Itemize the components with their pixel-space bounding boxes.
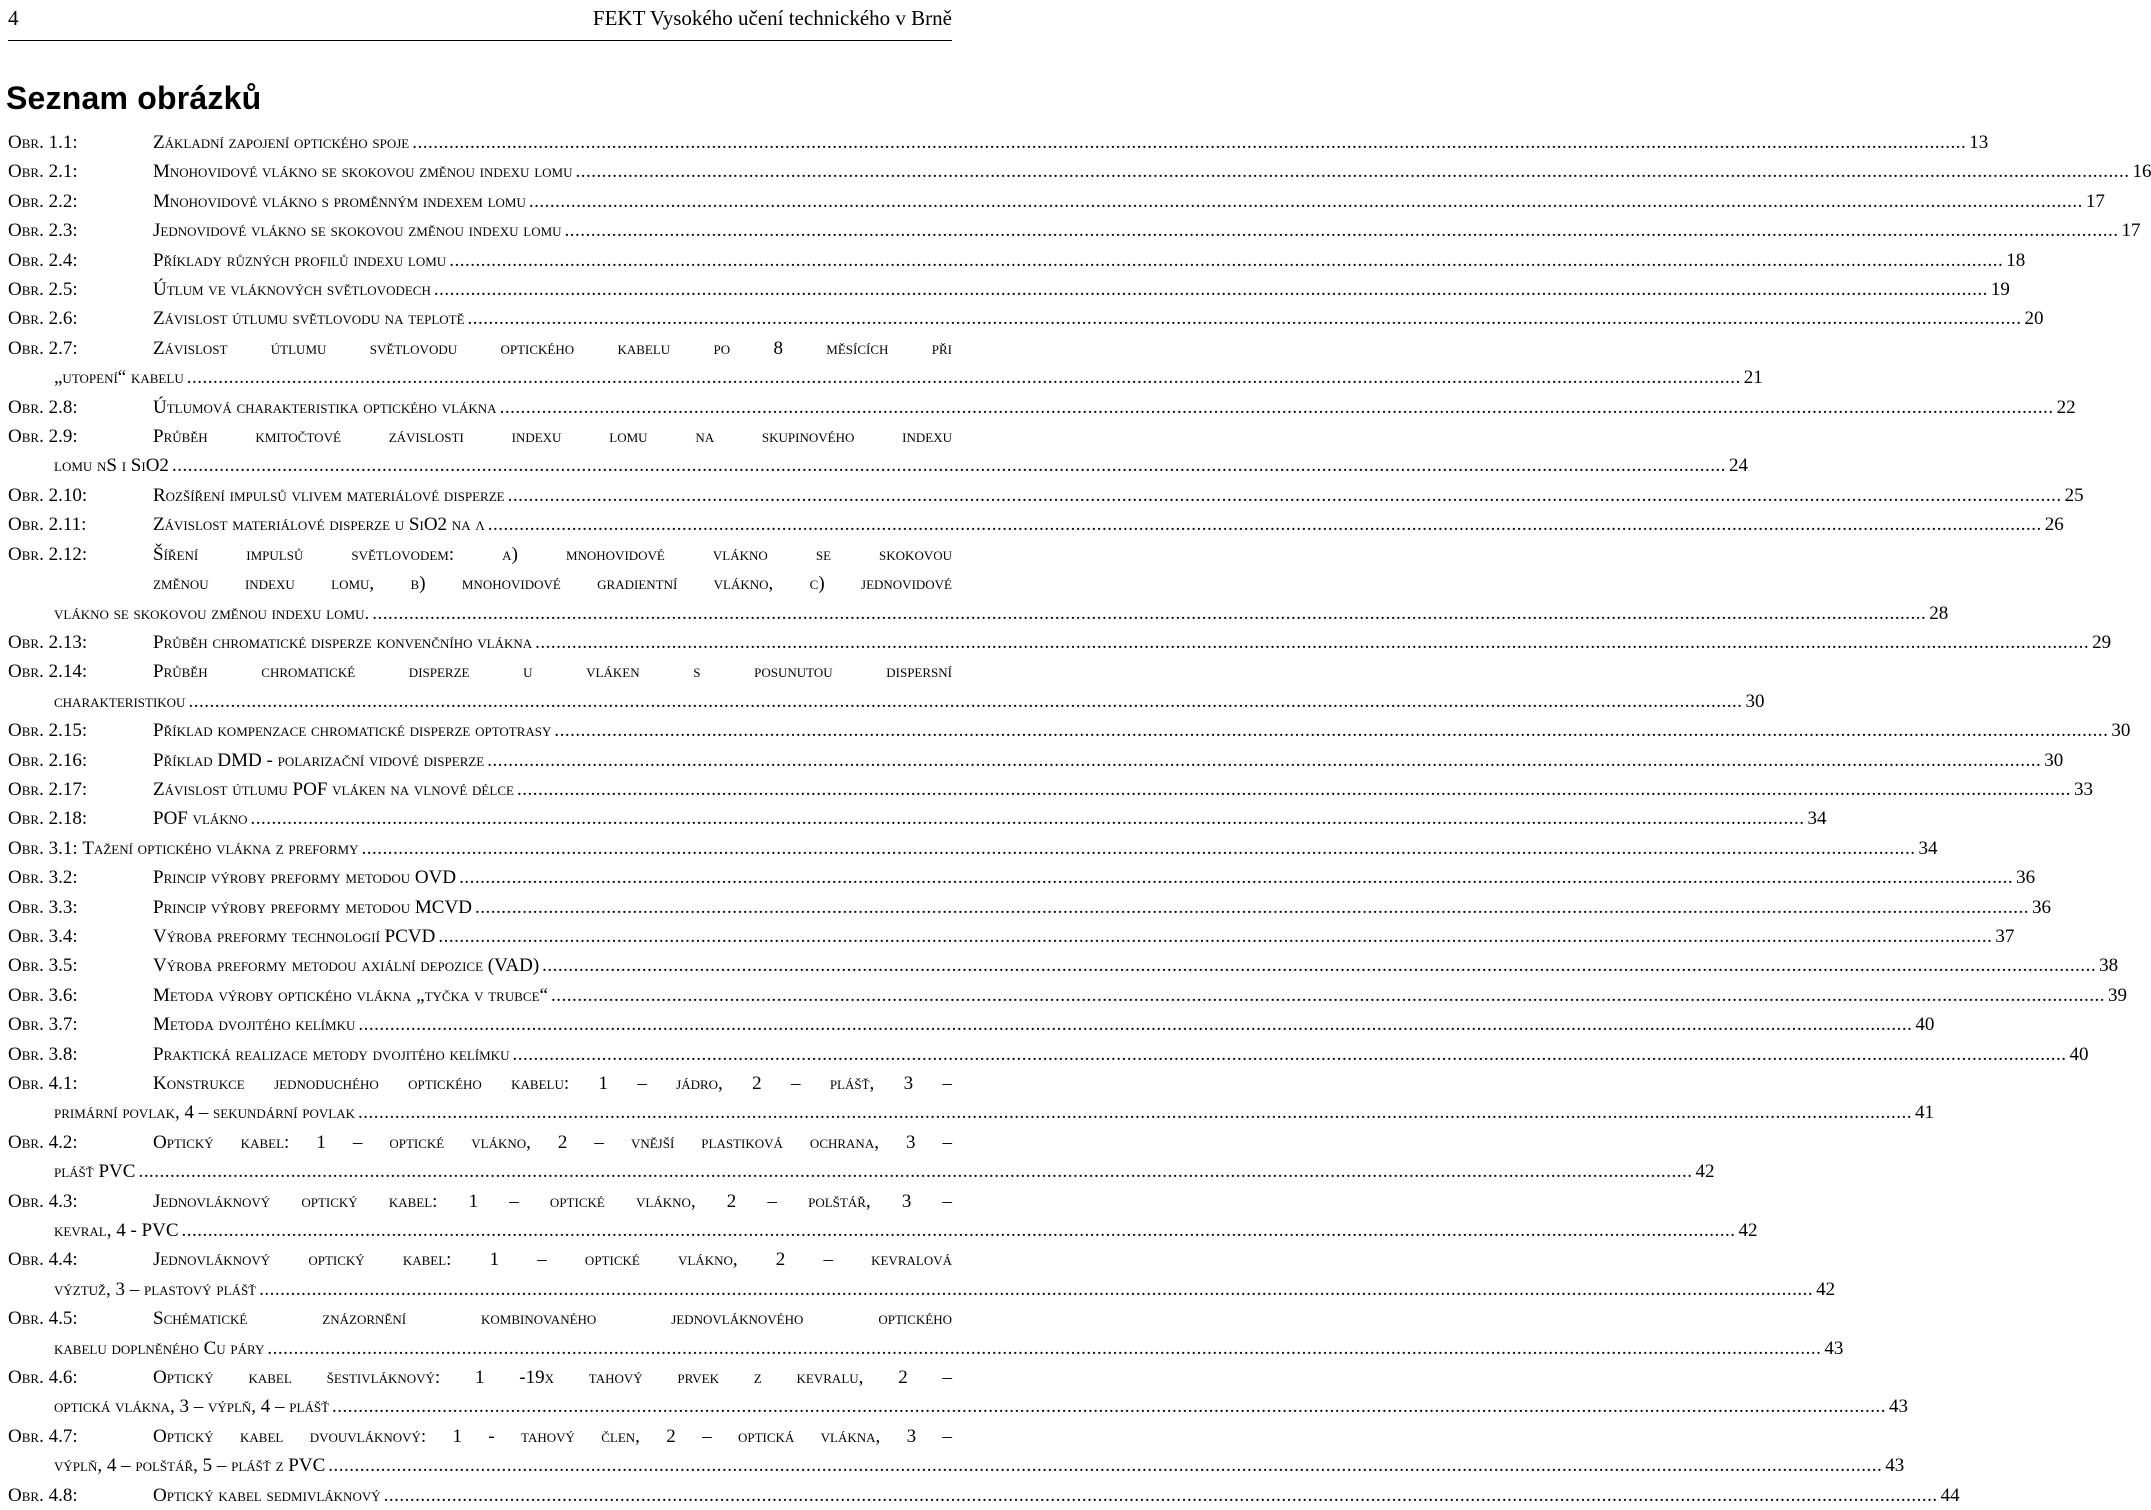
figure-number: Obr. 3.7: [8, 1014, 78, 1036]
figure-title-line: Optický kabel šestivláknový: 1 -19x tahový prvek z kevralu, 2 – [153, 1367, 952, 1389]
figure-title: optická vlákna, 3 – výplň, 4 – plášť [54, 1396, 330, 1418]
page-reference: 41 [1915, 1102, 1935, 1124]
figure-title-line [8, 1392, 1909, 1421]
figure-entry[interactable] [8, 628, 2112, 657]
dot-leader [532, 628, 2092, 657]
page-reference: 26 [2044, 514, 2064, 536]
figure-entry[interactable] [8, 657, 1765, 716]
page-reference: 24 [1728, 455, 1748, 477]
dot-leader [264, 1334, 1824, 1363]
page-reference: 17 [2121, 220, 2141, 242]
page-reference: 29 [2092, 631, 2112, 653]
page-reference: 36 [2031, 896, 2051, 918]
figure-title: Závislost útlumu světlovodu na teplotě [153, 308, 465, 330]
figure-number: Obr. 2.17: [8, 778, 88, 800]
page-reference: 42 [1738, 1220, 1758, 1242]
figure-entry[interactable] [8, 422, 1748, 481]
dot-leader [184, 363, 1744, 392]
figure-number: Obr. 3.6: [8, 984, 78, 1006]
figure-title: Útlumová charakteristika optického vlákna [153, 396, 497, 418]
page-reference: 40 [1915, 1014, 1935, 1036]
dot-leader [465, 304, 2025, 333]
figure-entry[interactable] [8, 1304, 1844, 1363]
dot-leader [562, 216, 2122, 245]
figure-number: Obr. 1.1: [8, 132, 78, 153]
figure-title-line [8, 1098, 1935, 1127]
figure-title: Výroba preformy metodou axiální depozice (VAD) [153, 955, 540, 977]
figure-title: Metoda dvojitého kelímku [153, 1014, 356, 1036]
page-reference: 43 [1885, 1455, 1905, 1477]
figure-entry[interactable] [8, 481, 2084, 510]
section-title: Seznam obrázků [6, 80, 262, 116]
figure-number: Obr. 4.3: [8, 1190, 78, 1212]
figure-title: Praktická realizace metody dvojitého kelímku [153, 1043, 510, 1065]
figure-entry[interactable] [8, 187, 2105, 216]
figure-title: Mnohovidové vlákno s proměnným indexem lomu [153, 190, 526, 212]
page-reference: 30 [2044, 749, 2064, 771]
figure-number: Obr. 3.3: [8, 896, 78, 918]
dot-leader [359, 834, 1919, 863]
figure-entry[interactable] [8, 510, 2064, 539]
page-reference: 40 [2069, 1043, 2089, 1065]
figure-title: Princip výroby preformy metodou MCVD [153, 896, 472, 918]
dot-leader [551, 716, 2111, 745]
figure-title: charakteristikou [54, 690, 186, 712]
dot-leader [169, 451, 1729, 480]
figure-title: Tažení optického vlákna z preformy [82, 837, 359, 859]
page-reference: 44 [1940, 1484, 1960, 1506]
figure-title-line [8, 687, 1765, 716]
figure-number: Obr. 3.1: [8, 837, 83, 859]
figure-title-line [8, 363, 1763, 392]
figure-number: Obr. 2.2: [8, 190, 78, 212]
figure-title-line [8, 1334, 1844, 1363]
figure-title: Příklad DMD - polarizační vidové disperze [153, 749, 485, 771]
figure-number: Obr. 3.8: [8, 1043, 78, 1065]
figure-title-line: Schématické znázornění kombinovaného jednovláknového optického [153, 1308, 952, 1330]
figure-number: Obr. 2.15: [8, 720, 88, 742]
figure-list [8, 128, 2151, 1510]
figure-number: Obr. 4.1: [8, 1073, 78, 1094]
dot-leader [509, 1040, 2069, 1069]
figure-entry[interactable] [8, 246, 2026, 275]
figure-title-line: Konstrukce jednoduchého optického kabelu: 1 – jádro, 2 – plášť, 3 – [153, 1073, 952, 1094]
figure-entry[interactable] [8, 834, 1938, 863]
figure-title: kabelu doplněného Cu páry [54, 1337, 265, 1359]
figure-title-line: změnou indexu lomu, b) mnohovidové gradientní vlákno, c) jednovidové [153, 573, 952, 595]
figure-title-line [8, 834, 1938, 863]
figure-title: Výroba preformy technologií PCVD [153, 925, 436, 947]
figure-title-line: Průběh kmitočtové závislosti indexu lomu na skupinového indexu [153, 426, 952, 448]
figure-title: Princip výroby preformy metodou OVD [153, 867, 457, 889]
dot-leader [497, 393, 2057, 422]
figure-number: Obr. 2.4: [8, 249, 78, 271]
figure-title: kevral, 4 - PVC [54, 1220, 179, 1242]
dot-leader [329, 1392, 1889, 1421]
figure-title-line [8, 599, 1949, 628]
dot-leader [409, 128, 1969, 157]
dot-leader [355, 1098, 1915, 1127]
figure-number: Obr. 3.5: [8, 955, 78, 977]
figure-entry[interactable] [8, 716, 2131, 745]
figure-entry[interactable] [8, 746, 2064, 775]
dot-leader [256, 1275, 1816, 1304]
page-header [8, 2, 952, 34]
figure-entry[interactable] [8, 1187, 1758, 1246]
figure-entry[interactable] [8, 1010, 1935, 1039]
figure-title-line: Optický kabel dvouvláknový: 1 - tahový člen, 2 – optická vlákna, 3 – [153, 1425, 952, 1447]
dot-leader [135, 1157, 1695, 1186]
figure-entry[interactable] [8, 775, 2093, 804]
figure-title: „utopení“ kabelu [54, 367, 184, 389]
figure-number: Obr. 2.11: [8, 514, 87, 536]
dot-leader [381, 1481, 1941, 1510]
page-reference: 33 [2073, 778, 2093, 800]
dot-leader [485, 510, 2045, 539]
figure-title: Závislost útlumu POF vláken na vlnové délce [153, 778, 514, 800]
page-reference: 22 [2056, 396, 2076, 418]
figure-number: Obr. 4.8: [8, 1484, 78, 1506]
figure-number: Obr. 3.2: [8, 867, 78, 889]
dot-leader [548, 981, 2108, 1010]
figure-number: Obr. 2.7: [8, 337, 78, 359]
figure-title-line: Jednovláknový optický kabel: 1 – optické vlákno, 2 – kevralová [153, 1249, 952, 1271]
figure-entry[interactable] [8, 893, 2051, 922]
figure-title: výztuž, 3 – plastový plášť [54, 1278, 257, 1300]
figure-entry[interactable] [8, 951, 2119, 980]
page-reference: 13 [1969, 132, 1989, 153]
page-reference: 30 [1745, 690, 1765, 712]
figure-number: Obr. 4.7: [8, 1425, 78, 1447]
figure-title: Základní zapojení optického spoje [153, 132, 410, 153]
figure-number: Obr. 4.2: [8, 1131, 78, 1153]
dot-leader [505, 481, 2065, 510]
figure-entry[interactable] [8, 128, 1989, 157]
figure-title-line: Jednovláknový optický kabel: 1 – optické vlákno, 2 – polštář, 3 – [153, 1190, 952, 1212]
figure-title-line: Závislost útlumu světlovodu optického kabelu po 8 měsících při [153, 337, 952, 359]
page-reference: 42 [1816, 1278, 1836, 1300]
figure-number: Obr. 2.12: [8, 543, 88, 565]
figure-number: Obr. 4.5: [8, 1308, 78, 1330]
page-number: 4 [8, 5, 19, 30]
dot-leader [355, 1010, 1915, 1039]
page-reference: 34 [1918, 837, 1938, 859]
figure-number: Obr. 2.8: [8, 396, 78, 418]
page-reference: 36 [2016, 867, 2036, 889]
figure-title: POF vlákno [153, 808, 248, 830]
figure-number: Obr. 2.3: [8, 220, 78, 242]
figure-entry[interactable] [8, 540, 1949, 628]
figure-number: Obr. 2.9: [8, 426, 78, 448]
figure-title-line: Optický kabel: 1 – optické vlákno, 2 – vnější plastiková ochrana, 3 – [153, 1131, 952, 1153]
figure-entry[interactable] [8, 1422, 1905, 1481]
figure-title: vlákno se skokovou změnou indexu lomu. [54, 602, 370, 624]
figure-entry[interactable] [8, 1363, 1909, 1422]
dot-leader [369, 599, 1929, 628]
figure-entry[interactable] [8, 804, 1827, 833]
figure-number: Obr. 2.1: [8, 161, 78, 183]
dot-leader [431, 275, 1991, 304]
figure-number: Obr. 2.13: [8, 631, 88, 653]
dot-leader [446, 246, 2006, 275]
page-reference: 39 [2107, 984, 2127, 1006]
dot-leader [456, 863, 2016, 892]
figure-entry[interactable] [8, 981, 2127, 1010]
page-reference: 30 [2111, 720, 2131, 742]
dot-leader [484, 746, 2044, 775]
figure-entry[interactable] [8, 1481, 1960, 1510]
figure-title: Rozšíření impulsů vlivem materiálové disperze [153, 484, 505, 506]
page-reference: 18 [2006, 249, 2026, 271]
figure-entry[interactable] [8, 1245, 1836, 1304]
page-reference: 43 [1824, 1337, 1844, 1359]
dot-leader [514, 775, 2074, 804]
figure-title-line [8, 1451, 1905, 1480]
dot-leader [472, 893, 2032, 922]
figure-number: Obr. 2.18: [8, 808, 88, 830]
figure-entry[interactable] [8, 304, 2044, 333]
figure-title-line [8, 1216, 1758, 1245]
figure-entry[interactable] [8, 216, 2141, 245]
figure-title: Závislost materiálové disperze u SiO2 na λ [153, 514, 485, 536]
page-reference: 21 [1743, 367, 1763, 389]
figure-title: Mnohovidové vlákno se skokovou změnou indexu lomu [153, 161, 573, 183]
dot-leader [435, 922, 1995, 951]
page-reference: 38 [2099, 955, 2119, 977]
figure-title: Optický kabel sedmivláknový [153, 1484, 381, 1506]
page-reference: 34 [1807, 808, 1827, 830]
figure-title: Příklady různých profilů indexu lomu [153, 249, 447, 271]
dot-leader [526, 187, 2086, 216]
figure-entry[interactable] [8, 275, 2010, 304]
figure-title: Jednovidové vlákno se skokovou změnou indexu lomu [153, 220, 562, 242]
page-reference: 42 [1695, 1161, 1715, 1183]
dot-leader [248, 804, 1808, 833]
figure-number: Obr. 2.16: [8, 749, 88, 771]
figure-title: výplň, 4 – polštář, 5 – plášť z PVC [54, 1455, 326, 1477]
figure-title: Průběh chromatické disperze konvenčního vlákna [153, 631, 533, 653]
figure-title: Metoda výroby optického vlákna „tyčka v trubce“ [153, 984, 548, 1006]
page-reference: 25 [2064, 484, 2084, 506]
figure-number: Obr. 4.6: [8, 1367, 78, 1389]
figure-number: Obr. 3.4: [8, 925, 78, 947]
figure-number: Obr. 2.5: [8, 279, 78, 301]
page-reference: 19 [1990, 279, 2010, 301]
figure-number: Obr. 4.4: [8, 1249, 78, 1271]
header-institution: FEKT Vysokého učení technického v Brně [592, 5, 952, 30]
figure-entry[interactable] [8, 334, 1763, 393]
figure-title-line: Průběh chromatické disperze u vláken s posunutou dispersní [153, 661, 952, 683]
figure-title: lomu nS i SiO2 [54, 455, 169, 477]
page-reference: 28 [1929, 602, 1949, 624]
dot-leader [179, 1216, 1739, 1245]
page-reference: 16 [2132, 161, 2151, 183]
figure-number: Obr. 2.14: [8, 661, 88, 683]
figure-number: Obr. 2.10: [8, 484, 88, 506]
page-reference: 37 [1995, 925, 2015, 947]
figure-entry[interactable] [8, 1040, 2089, 1069]
figure-title-line: Šíření impulsů světlovodem: a) mnohovidové vlákno se skokovou [153, 543, 952, 565]
dot-leader [572, 157, 2132, 186]
figure-number: Obr. 2.6: [8, 308, 78, 330]
figure-entry[interactable] [8, 393, 2076, 422]
figure-title-line [8, 1157, 1715, 1186]
page-reference: 17 [2085, 190, 2105, 212]
figure-entry[interactable] [8, 922, 2015, 951]
dot-leader [539, 951, 2099, 980]
figure-entry[interactable] [8, 863, 2036, 892]
figure-entry[interactable] [8, 1128, 1715, 1187]
figure-title-line [8, 1275, 1836, 1304]
figure-title: plášť PVC [54, 1161, 136, 1183]
figure-title-line [8, 451, 1748, 480]
figure-title: primární povlak, 4 – sekundární povlak [54, 1102, 356, 1124]
page-reference: 43 [1889, 1396, 1909, 1418]
dot-leader [185, 687, 1745, 716]
header-divider [8, 40, 952, 41]
figure-entry[interactable] [8, 1069, 1935, 1128]
page-reference: 20 [2024, 308, 2044, 330]
figure-title: Útlum ve vláknových světlovodech [153, 279, 431, 301]
dot-leader [325, 1451, 1885, 1480]
figure-entry[interactable] [8, 157, 2151, 186]
figure-title: Příklad kompenzace chromatické disperze optotrasy [153, 720, 552, 742]
